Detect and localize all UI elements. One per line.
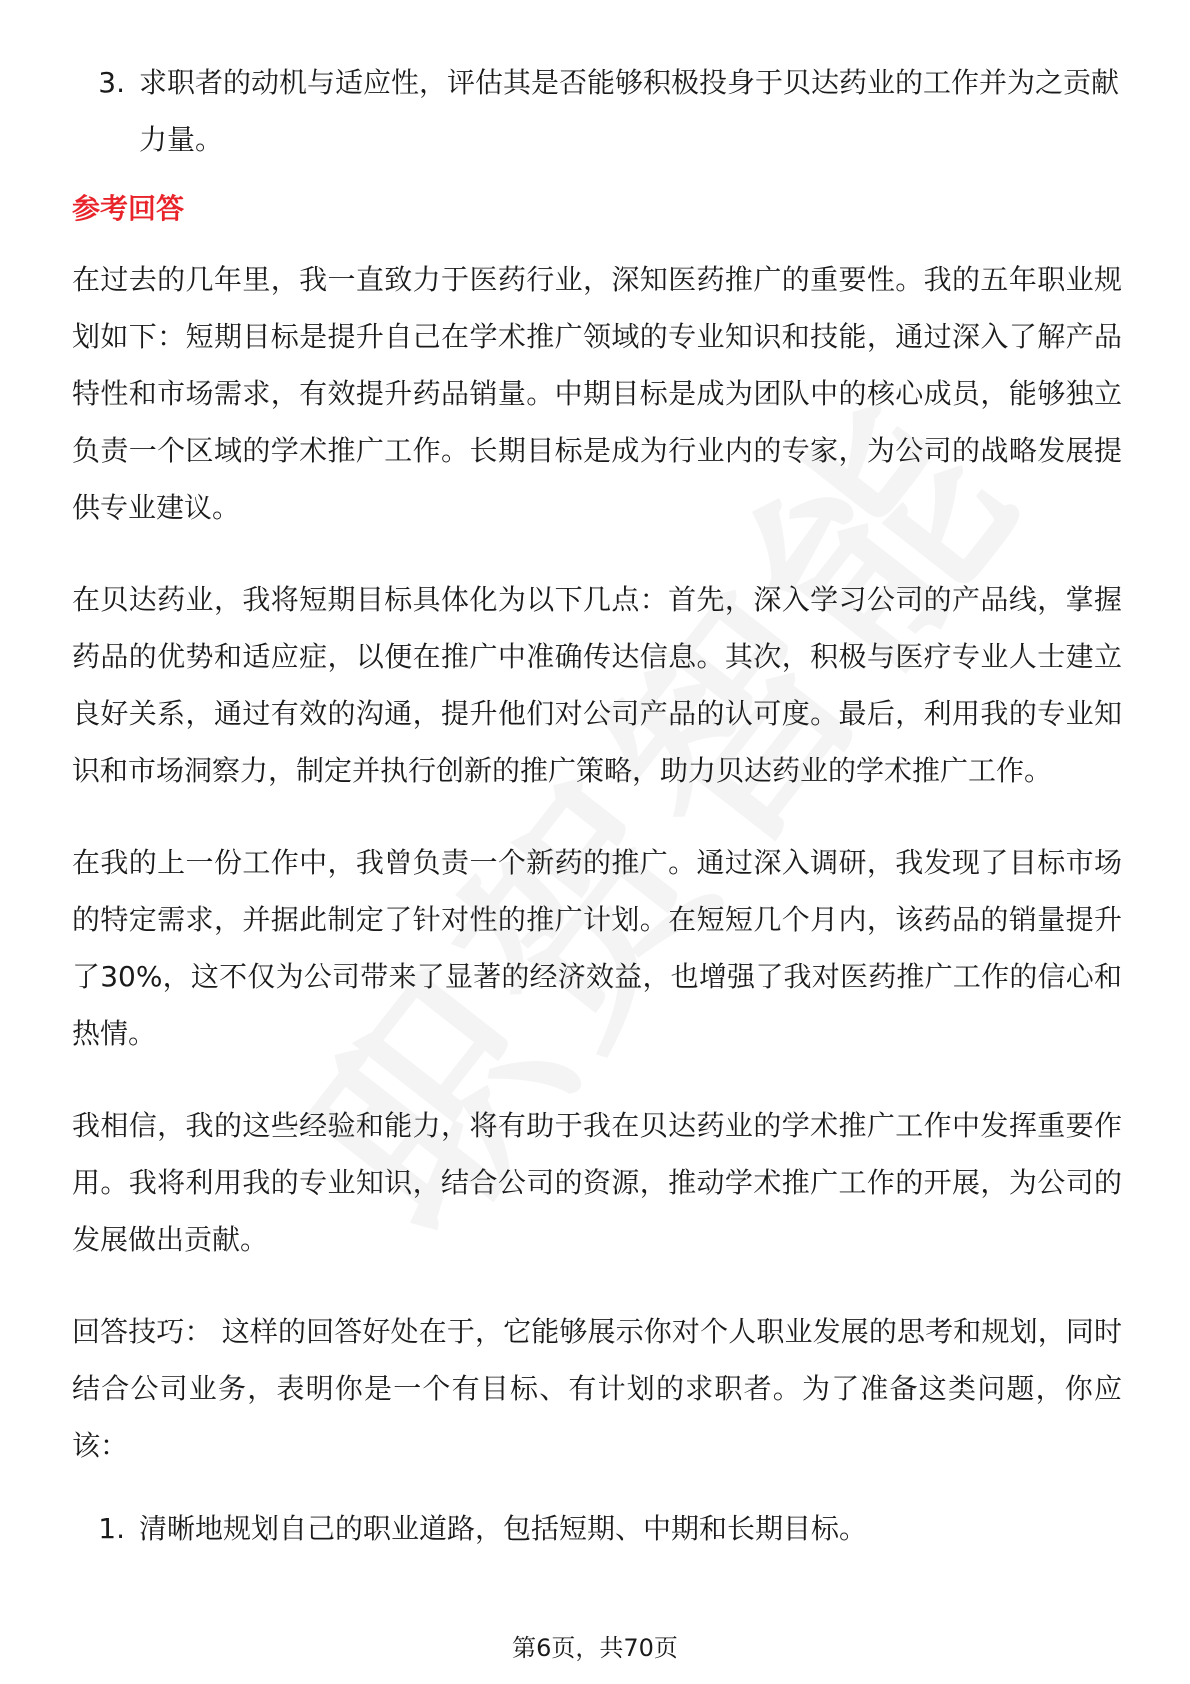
page-content (72, 54, 1122, 1557)
page-footer: 第6页，共70页 (512, 1634, 678, 1662)
paragraph-conclusion: 我相信，我的这些经验和能力，将有助于我在贝达药业的学术推广工作中发挥重要作用。我将利用我的专业知识，结合公司的资源，推动学术推广工作的开展，为公司的发展做出贡献。 (72, 1109, 1122, 1256)
list-item-1 (72, 1500, 1122, 1557)
paragraph-past-experience: 在我的上一份工作中，我曾负责一个新药的推广。通过深入调研，我发现了目标市场的特定需求，并据此制定了针对性的推广计划。在短短几个月内，该药品的销量提升了30%，这不仅为公司带来了显著的经济效益，也增强了我对医药推广工作的信心和热情。 (72, 846, 1122, 1050)
paragraph-career-plan: 在过去的几年里，我一直致力于医药行业，深知医药推广的重要性。我的五年职业规划如下：短期目标是提升自己在学术推广领域的专业知识和技能，通过深入了解产品特性和市场需求，有效提升药品销量。中期目标是成为团队中的核心成员，能够独立负责一个区域的学术推广工作。长期目标是成为行业内的专家，为公司的战略发展提供专业建议。 (72, 263, 1122, 524)
paragraph-short-term-goals: 在贝达药业，我将短期目标具体化为以下几点：首先，深入学习公司的产品线，掌握药品的优势和适应症，以便在推广中准确传达信息。其次，积极与医疗专业人士建立良好关系，通过有效的沟通，提升他们对公司产品的认可度。最后，利用我的专业知识和市场洞察力，制定并执行创新的推广策略，助力贝达药业的学术推广工作。 (72, 583, 1122, 787)
list-item-3 (72, 54, 1122, 168)
answer-heading: 参考回答 (72, 192, 185, 225)
list-text: 清晰地规划自己的职业道路，包括短期、中期和长期目标。 (139, 1512, 868, 1545)
list-number: 3. (98, 66, 125, 99)
list-text: 求职者的动机与适应性，评估其是否能够积极投身于贝达药业的工作并为之贡献力量。 (139, 66, 1120, 156)
paragraph-answer-tips: 回答技巧： 这样的回答好处在于，它能够展示你对个人职业发展的思考和规划，同时结合公司业务，表明你是一个有目标、有计划的求职者。为了准备这类问题，你应该： (72, 1315, 1122, 1462)
list-number: 1. (98, 1512, 125, 1545)
